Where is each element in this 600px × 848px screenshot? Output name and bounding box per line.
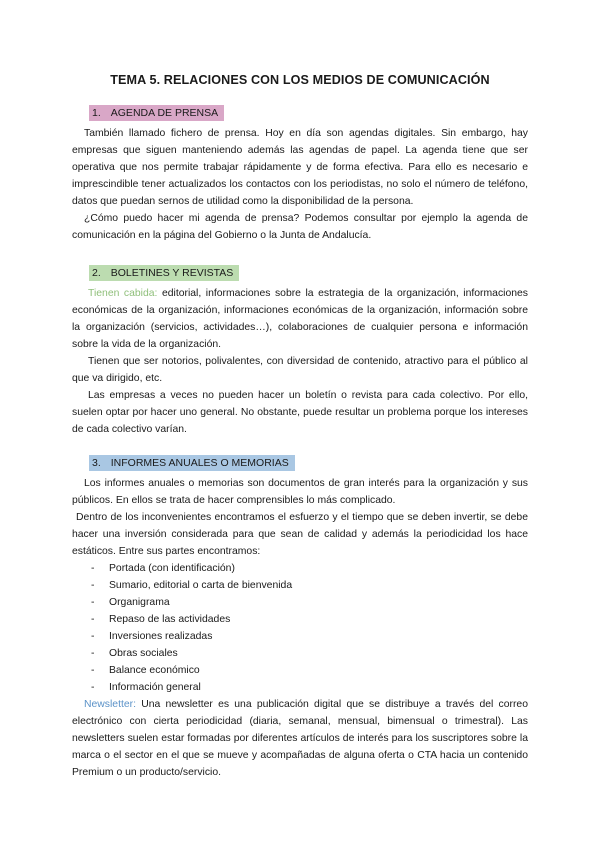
- paragraph-tienen-cabida: [72, 285, 528, 353]
- list-item: - Inversiones realizadas: [91, 628, 528, 645]
- paragraph: También llamado fichero de prensa. Hoy en día son agendas digitales. Sin embargo, hay empresas que siguen manteniendo además las agendas de papel. La agenda tiene que ser operativa que nos permite trabajar rápidamente y de forma efectiva. Para ello es necesario e imprescindible tener actualizados los contactos con los periodistas, no solo el número de teléfono, datos que puedan sernos de utilidad como la disponibilidad de la persona.: [72, 128, 528, 207]
- list-dash: -: [91, 580, 95, 591]
- list-item: - Balance económico: [91, 662, 528, 679]
- keyword-newsletter: Newsletter:: [84, 699, 136, 710]
- keyword-text: editorial, informaciones sobre la estrategia de la organización, informaciones económicas de la organización, informaciones económicas de la organización, información sobre la organización (servicios, actividades…), colaboraciones de cualquier persona e información sobre la vida de la organización.: [72, 288, 528, 350]
- list-item: - Portada (con identificación): [91, 560, 528, 577]
- keyword-text: Una newsletter es una publicación digital que se distribuye a través del correo electrónico con cierta periodicidad (diaria, semanal, mensual, bimensual o trimestral). Las newsletters suelen estar formadas por diferentes artículos de interés para los suscriptores sobre la marca o el sector en el que se mueve y acompañadas de alguna oferta o CTA hacia un contenido Premium o un producto/servicio.: [72, 699, 528, 778]
- paragraph: Tienen que ser notorios, polivalentes, con diversidad de contenido, atractivo para el público al que va dirigido, etc.: [72, 356, 528, 384]
- section-agenda-de-prensa: [72, 103, 528, 244]
- section-heading-text: INFORMES ANUALES O MEMORIAS: [110, 457, 289, 469]
- list-dash: -: [91, 648, 95, 659]
- section-heading: [89, 105, 224, 121]
- page-title: TEMA 5. RELACIONES CON LOS MEDIOS DE COMUNICACIÓN: [110, 73, 490, 87]
- list-dash: -: [91, 631, 95, 642]
- list-dash: -: [91, 597, 95, 608]
- paragraph: Las empresas a veces no pueden hacer un boletín o revista para cada colectivo. Por ello, suelen optar por hacer uno general. No obstante, puede resultar un problema porque los intereses de cada colectivo varían.: [72, 390, 528, 435]
- section-heading-text: AGENDA DE PRENSA: [110, 107, 219, 119]
- section-number: 1.: [92, 107, 101, 119]
- section-boletines-y-revistas: [72, 263, 528, 438]
- section-heading: [89, 265, 239, 281]
- section-number: 3.: [92, 457, 101, 469]
- paragraph: Dentro de los inconvenientes encontramos el esfuerzo y el tiempo que se deben invertir, se debe hacer una inversión considerada para que sean de calidad y además la periodicidad los hace estáticos. Entre sus partes encontramos:: [72, 512, 528, 557]
- list-dash: -: [91, 614, 95, 625]
- section-number: 2.: [92, 267, 101, 279]
- list-item: - Obras sociales: [91, 645, 528, 662]
- list-dash: -: [91, 563, 95, 574]
- parts-list: [72, 560, 528, 696]
- list-item: - Información general: [91, 679, 528, 696]
- list-item: - Organigrama: [91, 594, 528, 611]
- list-item: - Repaso de las actividades: [91, 611, 528, 628]
- list-dash: -: [91, 682, 95, 693]
- paragraph-newsletter: [72, 696, 528, 781]
- list-item: - Sumario, editorial o carta de bienvenida: [91, 577, 528, 594]
- paragraph: Los informes anuales o memorias son documentos de gran interés para la organización y sus públicos. En ellos se trata de hacer comprensibles lo más complicado.: [72, 478, 528, 506]
- list-dash: -: [91, 665, 95, 676]
- section-heading-text: BOLETINES Y REVISTAS: [110, 267, 234, 279]
- section-heading: [89, 455, 295, 471]
- paragraph: ¿Cómo puedo hacer mi agenda de prensa? Podemos consultar por ejemplo la agenda de comunicación en la página del Gobierno o la Junta de Andalucía.: [72, 213, 528, 241]
- section-informes-anuales: [72, 453, 528, 781]
- keyword-tienen-cabida: Tienen cabida:: [88, 288, 158, 299]
